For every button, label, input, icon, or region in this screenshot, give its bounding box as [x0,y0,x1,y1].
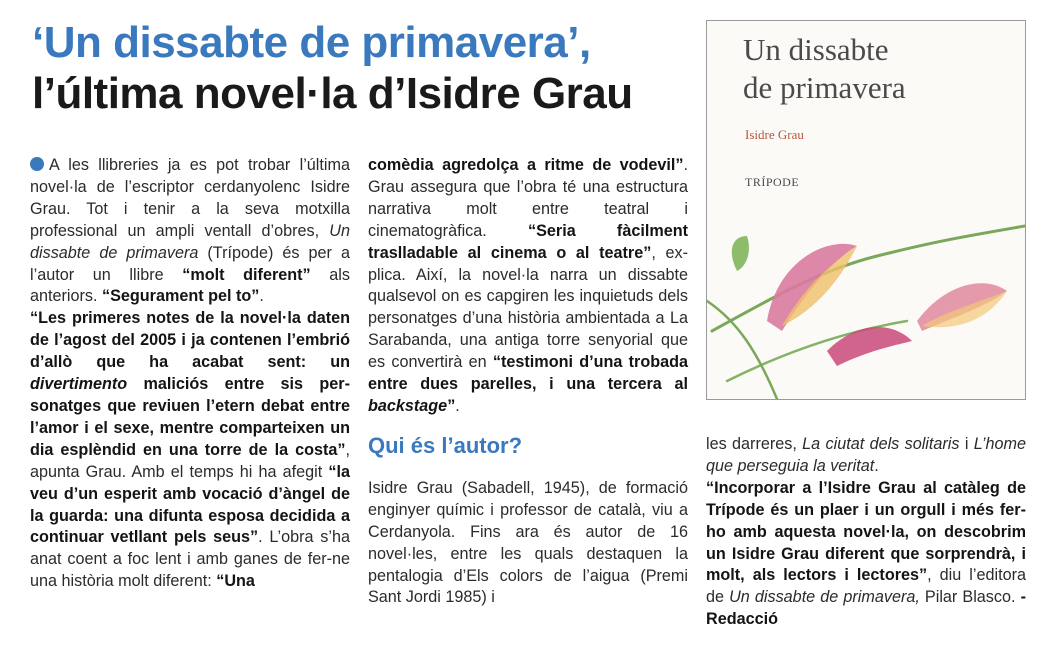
cover-publisher: TRÍPODE [745,175,800,189]
paragraph: les darreres, La ciutat dels solitaris i L’home que perseguia la veritat. [706,435,1026,475]
paragraph: comèdia agredolça a ritme de vodevil”. Grau assegura que l’obra té una estructura narrativa molt entre teatral i cinematogràfica. “Seria fàcilment traslladable al cinema o al teatre”, explica. Així, la novel·la narra un dissabte qualsevol on es capgiren les inquietuds dels personatges d’una història ambientada a La Sarabanda, una antiga torre senyorial que es convertirà en “testimoni d’una trobada entre dues parelles, i una tercera al backstage”. [368,156,688,415]
cover-title: Un dissabte de primavera [743,32,906,105]
paragraph: Isidre Grau (Sabadell, 1945), de formació enginyer químic i professor de català, viu a Cerdanyola. Fins ara és autor de 16 novel·les, entre les quals destaquen la pentalogia d’Els colors de l’aigua (Premi Sant Jordi 1985) i [368,478,688,607]
article-column-3 [706,434,1026,631]
byline: - Redacció [706,588,1026,629]
paragraph: A les llibreries ja es pot trobar l’última novel·la de l’escriptor cerdanyolenc Isidre Grau. Tot i tenir a la seva motxilla professional un ampli ventall d’obres, Un dissabte de primavera (Trípode) és per a l’autor un llibre “molt diferent” als anteriors. “Segurament pel to”. [30,156,350,306]
headline-line-1: ‘Un dissabte de primavera’, [32,18,591,67]
article-headline [32,18,702,120]
paragraph: “Incorporar a l’Isidre Grau al catàleg de Trípode és un plaer i un orgull i més fer-ho amb aquesta novel·la, on descobrim un Isidre Grau diferent que sorprendrà, i molt, als lectors i lectores”, diu l’editora de Un dissabte de primavera, Pilar Blasco. - Redacció [706,478,1026,629]
article-column-1 [30,155,350,593]
headline-line-2: l’última novel·la d’Isidre Grau [32,69,633,118]
book-cover-image [706,20,1026,400]
paragraph: “Les primeres notes de la novel·la daten de l’agost del 2005 i ja contenen l’embrió d’allò que ha acabat sent: un divertimento maliciós entre sis personatges que reviuen l’etern debat entre l’amor i el sexe, mentre comparteixen un dia esplèndid en una torre de la costa”, apunta Grau. Amb el temps hi ha afegit “la veu d’un esperit amb vocació d’àngel de la guarda: una difunta esposa decidida a continuar vetllant pels seus”. L’obra s’ha anat coent a foc lent i amb ganes de fer-ne una història molt diferent: “Una [30,309,350,591]
section-subhead: Qui és l’autor? [368,432,523,458]
article-column-2 [368,155,688,609]
bullet-dot-icon [30,157,44,171]
cover-author: Isidre Grau [745,127,804,142]
